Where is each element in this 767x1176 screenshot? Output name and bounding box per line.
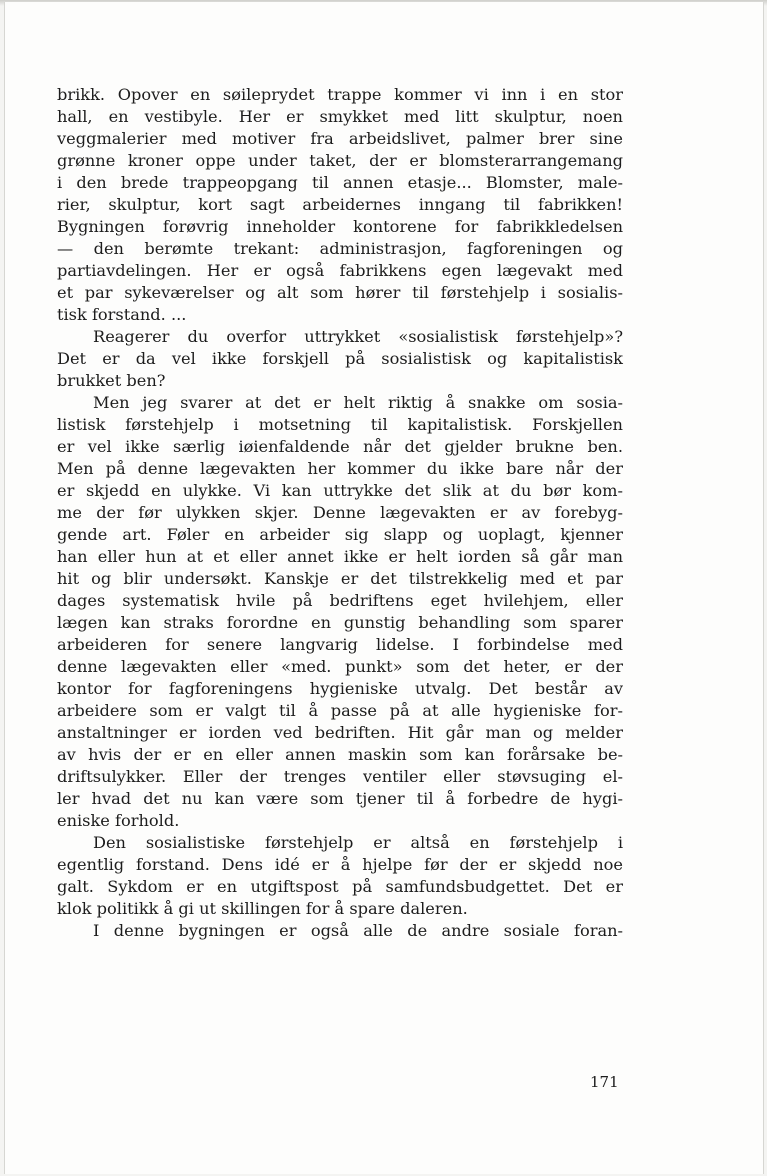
text-line: brukket ben? bbox=[57, 371, 166, 390]
text-line: driftsulykker. Eller der trenges ventiler eller støvsuging el- bbox=[57, 767, 623, 786]
text-line: arbeideren for senere langvarig lidelse. I forbindelse med bbox=[57, 635, 623, 654]
text-line: arbeidere som er valgt til å passe på at alle hygieniske for- bbox=[57, 701, 623, 720]
text-line: Men på denne lægevakten her kommer du ikke bare når der bbox=[57, 459, 623, 478]
text-line: er vel ikke særlig iøienfaldende når det gjelder brukne ben. bbox=[57, 437, 623, 456]
text-line: Men jeg svarer at det er helt riktig å snakke om sosia- bbox=[93, 393, 623, 412]
book-page bbox=[4, 2, 764, 1174]
text-line: Den sosialistiske førstehjelp er altså en førstehjelp i bbox=[93, 833, 623, 852]
text-line: av hvis der er en eller annen maskin som kan forårsake be- bbox=[57, 745, 623, 764]
text-line: gende art. Føler en arbeider sig slapp og uoplagt, kjenner bbox=[57, 525, 623, 544]
text-line: grønne kroner oppe under taket, der er blomsterarrangemang bbox=[57, 151, 623, 170]
text-line: rier, skulptur, kort sagt arbeidernes inngang til fabrikken! bbox=[57, 195, 623, 214]
text-line: et par sykeværelser og alt som hører til førstehjelp i sosialis- bbox=[57, 283, 623, 302]
text-line: Bygningen forøvrig inneholder kontorene for fabrikkledelsen bbox=[57, 217, 623, 236]
text-line: Det er da vel ikke forskjell på sosialistisk og kapitalistisk bbox=[57, 349, 623, 368]
text-line: brikk. Opover en søileprydet trappe kommer vi inn i en stor bbox=[57, 85, 623, 104]
page-number: 171 bbox=[590, 1073, 619, 1091]
body-text bbox=[57, 84, 623, 942]
text-line: listisk førstehjelp i motsetning til kapitalistisk. Forskjellen bbox=[57, 415, 623, 434]
text-line: veggmalerier med motiver fra arbeidslivet, palmer brer sine bbox=[57, 129, 623, 148]
text-line: me der før ulykken skjer. Denne lægevakten er av forebyg- bbox=[57, 503, 623, 522]
text-line: partiavdelingen. Her er også fabrikkens egen lægevakt med bbox=[57, 261, 623, 280]
text-line: — den berømte trekant: administrasjon, fagforeningen og bbox=[57, 239, 623, 258]
text-line: kontor for fagforeningens hygieniske utvalg. Det består av bbox=[57, 679, 623, 698]
text-line: han eller hun at et eller annet ikke er helt iorden så går man bbox=[57, 547, 623, 566]
text-line: tisk forstand. ... bbox=[57, 305, 187, 324]
text-line: hit og blir undersøkt. Kanskje er det tilstrekkelig med et par bbox=[57, 569, 623, 588]
text-line: egentlig forstand. Dens idé er å hjelpe før der er skjedd noe bbox=[57, 855, 623, 874]
text-line: anstaltninger er iorden ved bedriften. Hit går man og melder bbox=[57, 723, 623, 742]
text-line: Reagerer du overfor uttrykket «sosialistisk førstehjelp»? bbox=[93, 327, 623, 346]
text-line: i den brede trappeopgang til annen etasje... Blomster, male- bbox=[57, 173, 623, 192]
text-line: eniske forhold. bbox=[57, 811, 180, 830]
text-line: er skjedd en ulykke. Vi kan uttrykke det slik at du bør kom- bbox=[57, 481, 623, 500]
text-line: lægen kan straks forordne en gunstig behandling som sparer bbox=[57, 613, 623, 632]
text-line: denne lægevakten eller «med. punkt» som det heter, er der bbox=[57, 657, 623, 676]
text-line: galt. Sykdom er en utgiftspost på samfundsbudgettet. Det er bbox=[57, 877, 623, 896]
text-line: hall, en vestibyle. Her er smykket med litt skulptur, noen bbox=[57, 107, 623, 126]
text-line: klok politikk å gi ut skillingen for å spare daleren. bbox=[57, 899, 468, 918]
text-line: dages systematisk hvile på bedriftens eget hvilehjem, eller bbox=[57, 591, 623, 610]
text-line: I denne bygningen er også alle de andre sosiale foran- bbox=[93, 921, 623, 940]
text-line: ler hvad det nu kan være som tjener til å forbedre de hygi- bbox=[57, 789, 623, 808]
